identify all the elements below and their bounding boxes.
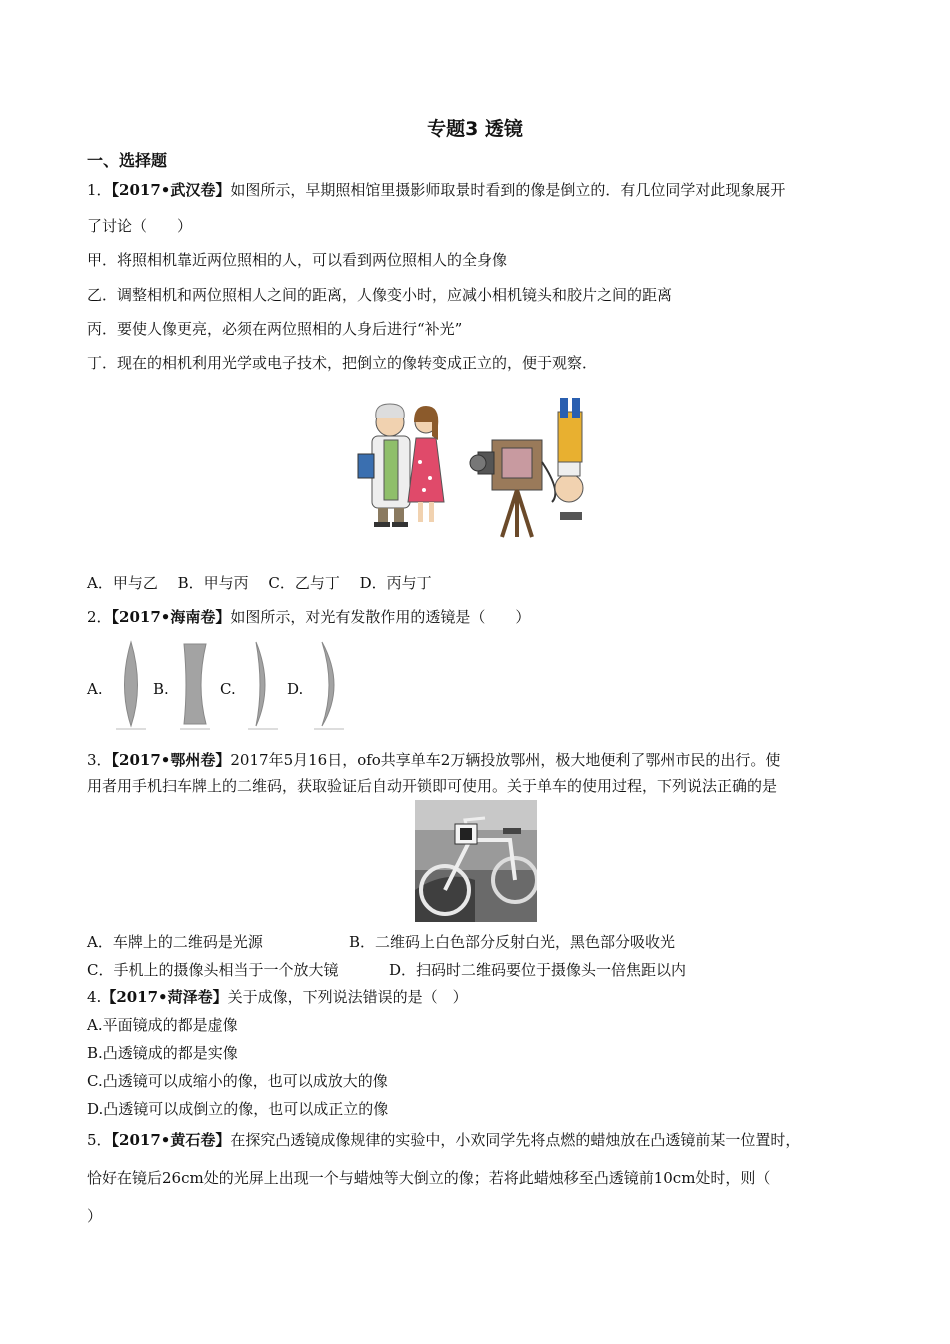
- q1-text-1: 如图所示，早期照相馆里摄影师取景时看到的像是倒立的．有几位同学对此现象展开: [230, 181, 786, 199]
- lens-c-meniscus: [244, 640, 282, 732]
- q3-option-d: D．扫码时二维码要位于摄像头一倍焦距以内: [389, 961, 687, 979]
- q2-line: [87, 607, 530, 627]
- q5-source: 【2017•黄石卷】: [111, 1131, 231, 1149]
- q2-label-d: D.: [287, 680, 304, 698]
- q5-text-2: 恰好在镜后26cm处的光屏上出现一个与蜡烛等大倒立的像；若将此蜡烛移至凸透镜前10cm处时，则（: [87, 1169, 771, 1187]
- q1-source: 【2017•武汉卷】: [111, 181, 231, 199]
- q2-number: 2．: [87, 608, 112, 626]
- q1-statement-jia: 甲．将照相机靠近两位照相的人，可以看到两位照相人的全身像: [87, 251, 508, 269]
- lens-d-meniscus: [310, 640, 348, 732]
- q5-text-1: 在探究凸透镜成像规律的实验中，小欢同学先将点燃的蜡烛放在凸透镜前某一位置时，: [230, 1131, 801, 1149]
- section-heading: 一、选择题: [87, 151, 168, 170]
- q3-number: 3．: [87, 751, 112, 769]
- q4-text: 关于成像，下列说法错误的是（ ）: [227, 988, 468, 1006]
- q4-source: 【2017•菏泽卷】: [101, 988, 228, 1006]
- q1-number: 1．: [87, 181, 112, 199]
- q1-options: A．甲与乙 B．甲与丙 C．乙与丁 D．丙与丁: [87, 574, 432, 592]
- q3-source: 【2017•鄂州卷】: [111, 751, 231, 769]
- q2-label-a: A.: [87, 680, 103, 698]
- q2-source: 【2017•海南卷】: [111, 608, 231, 626]
- q4-option-d: D.凸透镜可以成倒立的像，也可以成正立的像: [87, 1100, 389, 1118]
- q4-line: [87, 987, 468, 1007]
- q3-option-a: A．车牌上的二维码是光源: [87, 933, 263, 951]
- q5-number: 5．: [87, 1131, 112, 1149]
- q1-statement-bing: 丙．要使人像更亮，必须在两位照相的人身后进行“补光”: [87, 320, 463, 338]
- q3-line-1: [87, 750, 780, 770]
- q5-line-1: [87, 1130, 800, 1150]
- q2-label-c: C.: [220, 680, 236, 698]
- q1-statement-yi: 乙．调整相机和两位照相人之间的距离，人像变小时，应减小相机镜头和胶片之间的距离: [87, 286, 673, 304]
- lens-b-concave: [176, 640, 214, 732]
- q3-text-1: 2017年5月16日，ofo共享单车2万辆投放鄂州，极大地便利了鄂州市民的出行。使: [230, 751, 781, 769]
- q4-option-b: B.凸透镜成的都是实像: [87, 1044, 238, 1062]
- lens-a-convex: [112, 640, 150, 732]
- q4-option-c: C.凸透镜可以成缩小的像，也可以成放大的像: [87, 1072, 388, 1090]
- q1-statement-ding: 丁．现在的相机利用光学或电子技术，把倒立的像转变成正立的，便于观察．: [87, 354, 598, 372]
- q2-text: 如图所示，对光有发散作用的透镜是（ ）: [230, 608, 531, 626]
- q4-option-a: A.平面镜成的都是虚像: [87, 1016, 238, 1034]
- q3-option-b: B．二维码上白色部分反射白光，黑色部分吸收光: [349, 933, 676, 951]
- q5-text-3: ）: [87, 1207, 103, 1225]
- q4-number: 4.: [87, 988, 102, 1006]
- page-title: 专题3 透镜: [427, 118, 523, 140]
- bicycle-photo: [415, 800, 537, 922]
- q1-text-2: 了讨论（ ）: [87, 217, 193, 235]
- camera-illustration: [352, 392, 602, 542]
- q3-option-c: C．手机上的摄像头相当于一个放大镜: [87, 961, 339, 979]
- q2-label-b: B.: [153, 680, 169, 698]
- q1-line-1: [87, 180, 785, 200]
- q3-text-2: 用者用手机扫车牌上的二维码，获取验证后自动开锁即可使用。关于单车的使用过程，下列说法正确的是: [87, 777, 778, 795]
